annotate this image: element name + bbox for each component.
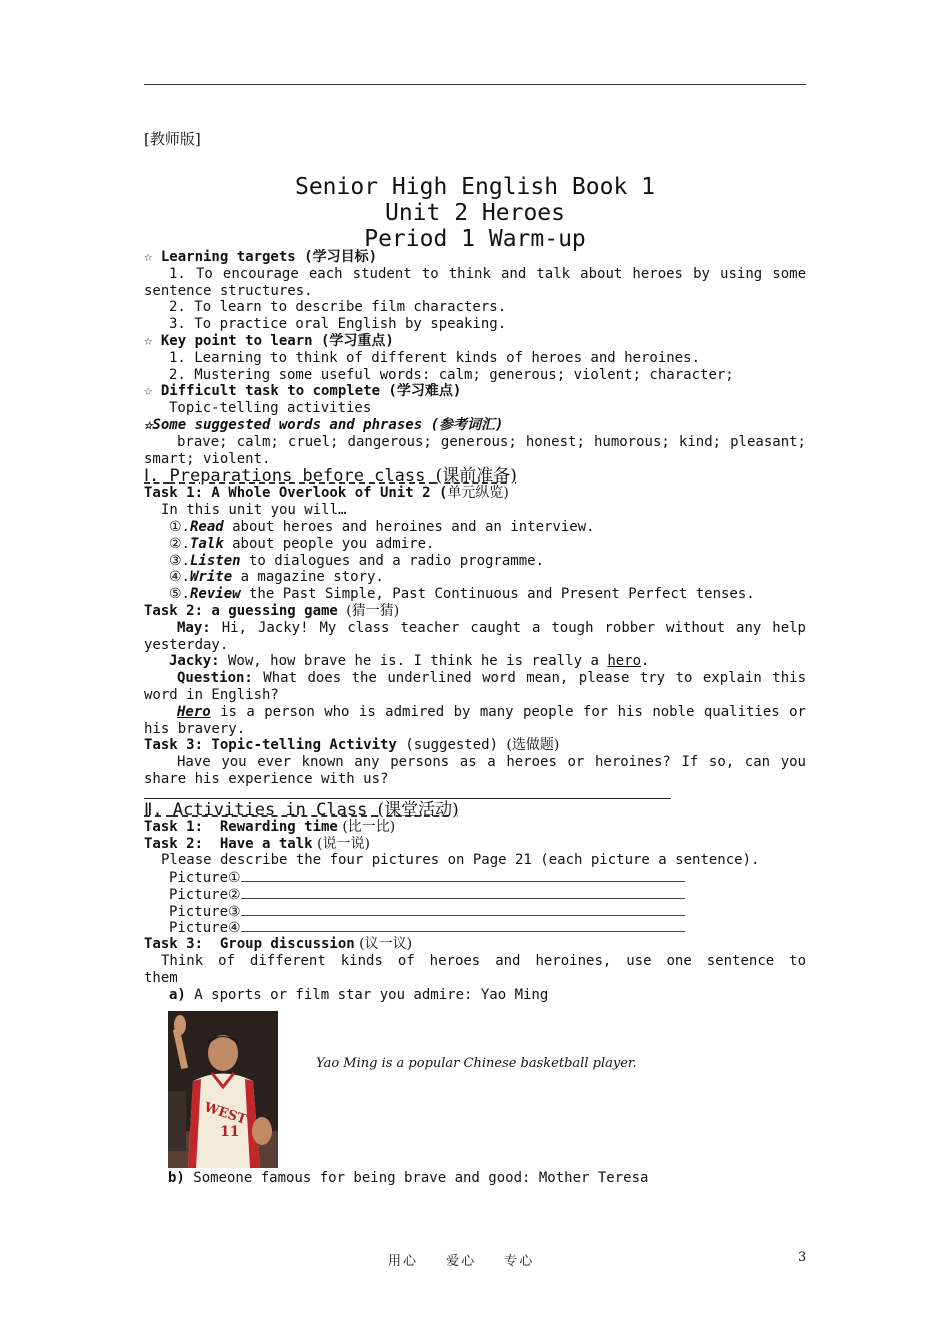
task1-list: [144, 519, 806, 603]
vocab-heading: ☆Some suggested words and phrases (参考词汇): [144, 416, 504, 433]
yao-ming-caption: Yao Ming is a popular Chinese basketball player.: [316, 1056, 637, 1071]
task3-text: Have you ever known any persons as a heroes or heroines? If so, can you: [177, 754, 806, 771]
task3-heading-rest: (suggested): [396, 737, 507, 754]
target-item-1: 1. To encourage each student to think and talk about heroes by using some: [169, 265, 806, 282]
class-task3-cn: (议一议): [354, 936, 413, 953]
edition-label: [教师版]: [144, 130, 201, 148]
task2-heading-text: Task 2: a guessing game: [144, 602, 347, 619]
task1-item-verb: Listen: [189, 552, 241, 569]
basketball-player-illustration: [168, 1011, 278, 1168]
task1-item-number: ②.: [169, 535, 190, 552]
task1-item: [144, 536, 806, 553]
picture-answer-line: [144, 903, 806, 920]
class-task3-text: Think of different kinds of heroes and heroines, use one sentence to: [161, 953, 806, 970]
picture-answer-line: [144, 919, 806, 936]
key-point-heading: ☆ Key point to learn (学习重点): [144, 332, 394, 349]
task1-item-verb: Read: [189, 518, 224, 535]
task1-item-text: about heroes and heroines and an interview.: [223, 518, 595, 535]
class-task2-heading: Task 2: Have a talk: [144, 835, 313, 852]
item-a: [144, 987, 806, 1004]
vocab-line-1: brave; calm; cruel; dangerous; generous; honest; humorous; kind; pleasant;: [177, 433, 806, 450]
title-line-1: Senior High English Book 1: [294, 174, 656, 200]
class-task2-cn: (说一说): [312, 835, 370, 852]
task1-item-text: about people you admire.: [223, 535, 435, 552]
task3-heading-cn: (选做题): [506, 737, 560, 754]
dialogue-may: [144, 620, 806, 637]
section-1-heading: [144, 467, 806, 485]
task1-item: [144, 586, 806, 603]
picture-label: Picture③: [169, 903, 241, 920]
document-body: [144, 249, 806, 1003]
section-1-label: Preparations before class: [169, 466, 436, 487]
task2-heading: [144, 603, 806, 620]
class-task3-text-cont: them: [144, 969, 178, 986]
speaker-jacky: Jacky:: [169, 653, 220, 670]
task1-item-text: the Past Simple, Past Continuous and Present Perfect tenses.: [240, 586, 755, 603]
answer-blank[interactable]: [241, 919, 685, 932]
task1-intro: In this unit you will…: [161, 502, 347, 519]
answer-blank[interactable]: [241, 903, 685, 916]
task1-item-text: a magazine story.: [232, 569, 384, 586]
answer-line: [144, 704, 806, 721]
difficult-task-heading: ☆ Difficult task to complete (学习难点): [144, 383, 462, 400]
speaker-may: May:: [177, 619, 211, 636]
task1-item: [144, 569, 806, 586]
target-item-3: 3. To practice oral English by speaking.: [169, 316, 507, 333]
task1-item-verb: Write: [189, 569, 233, 586]
class-task1-cn: (比一比): [337, 818, 396, 835]
picture-label: Picture①: [169, 870, 241, 886]
task1-item-verb: Talk: [189, 535, 224, 552]
section-2-label: Activities in Class: [172, 799, 378, 820]
question-label: Question:: [177, 670, 253, 687]
header-rule: [144, 84, 806, 85]
underlined-word-hero: hero: [607, 653, 642, 670]
section-1-number: Ⅰ.: [144, 466, 170, 487]
svg-text:WEST: WEST: [202, 1100, 249, 1128]
picture-label: Picture④: [169, 920, 241, 937]
item-b: [168, 1170, 648, 1186]
section-2-number: Ⅱ.: [144, 799, 173, 820]
difficult-task-text: Topic-telling activities: [169, 400, 372, 417]
class-task2: [144, 836, 806, 853]
item-b-text: Someone famous for being brave and good: Mother Teresa: [184, 1170, 649, 1186]
task1-item-number: ①.: [169, 518, 190, 535]
task1-item-number: ④.: [169, 569, 190, 586]
vocab-line-2: smart; violent.: [144, 450, 271, 467]
footer-motto: 用心 爱心 专心: [388, 1254, 535, 1269]
key-point-item-2: 2. Mustering some useful words: calm; generous; violent; character;: [169, 366, 734, 383]
question-cont: word in English?: [144, 686, 279, 703]
section-1-cn: (课前准备): [435, 466, 517, 487]
dialogue-jacky: [144, 653, 806, 670]
picture-answer-lines: [144, 869, 806, 936]
learning-targets-heading: ☆ Learning targets (学习目标): [144, 249, 378, 265]
class-task3: [144, 936, 806, 953]
picture-label: Picture②: [169, 886, 241, 903]
answer-word-hero: Hero: [177, 703, 211, 720]
task1-item: [144, 519, 806, 536]
task1-heading-cn: 单元纵览): [447, 485, 509, 502]
section-divider: [144, 788, 671, 799]
class-task1: [144, 819, 806, 836]
page-number: 3: [798, 1250, 807, 1265]
section-2-cn: (课堂活动): [377, 799, 459, 820]
task1-item: [144, 553, 806, 570]
task1-heading: [144, 485, 806, 502]
key-point-item-1: 1. Learning to think of different kinds of heroes and heroines.: [169, 349, 701, 366]
target-item-1-cont: sentence structures.: [144, 282, 313, 299]
item-a-text: A sports or film star you admire: Yao Ming: [185, 986, 549, 1003]
answer-blank[interactable]: [241, 886, 685, 899]
task1-item-number: ③.: [169, 552, 190, 569]
answer-blank[interactable]: [241, 869, 685, 882]
picture-answer-line: [144, 886, 806, 903]
task1-item-number: ⑤.: [169, 586, 190, 603]
task2-heading-cn: (猜一猜): [346, 602, 400, 619]
task3-heading: [144, 737, 806, 754]
question-text: What does the underlined word mean, please try to explain this: [252, 670, 806, 687]
class-task3-heading: Task 3: Group discussion: [144, 936, 355, 953]
yao-ming-photo: [168, 1011, 278, 1168]
class-task2-text: Please describe the four pictures on Page 21 (each picture a sentence).: [161, 852, 760, 869]
title-line-3: Period 1 Warm-up: [364, 226, 586, 252]
title-line-2: Unit 2 Heroes: [384, 200, 565, 226]
target-item-2: 2. To learn to describe film characters.: [169, 299, 507, 316]
item-a-label: a): [169, 986, 186, 1003]
question-line: [144, 670, 806, 687]
jacky-end: .: [641, 653, 650, 670]
item-b-label: b): [168, 1170, 185, 1186]
jacky-text: Wow, how brave he is. I think he is really a: [219, 653, 608, 670]
may-text: Hi, Jacky! My class teacher caught a tough robber without any help: [210, 619, 806, 636]
task3-heading-text: Task 3: Topic-telling Activity: [144, 737, 397, 754]
answer-text: is a person who is admired by many people for his noble qualities or: [210, 703, 806, 720]
task1-heading-text: Task 1: A Whole Overlook of Unit 2 (: [144, 485, 448, 502]
answer-cont: his bravery.: [144, 720, 246, 737]
task1-item-text: to dialogues and a radio programme.: [240, 552, 544, 569]
class-task1-heading: Task 1: Rewarding time: [144, 818, 338, 835]
picture-answer-line: [144, 869, 806, 886]
svg-text:11: 11: [220, 1124, 240, 1140]
task1-item-verb: Review: [189, 586, 241, 603]
task3-text-cont: share his experience with us?: [144, 770, 389, 787]
section-2-heading: [144, 801, 806, 819]
dialogue-may-cont: yesterday.: [144, 636, 229, 653]
